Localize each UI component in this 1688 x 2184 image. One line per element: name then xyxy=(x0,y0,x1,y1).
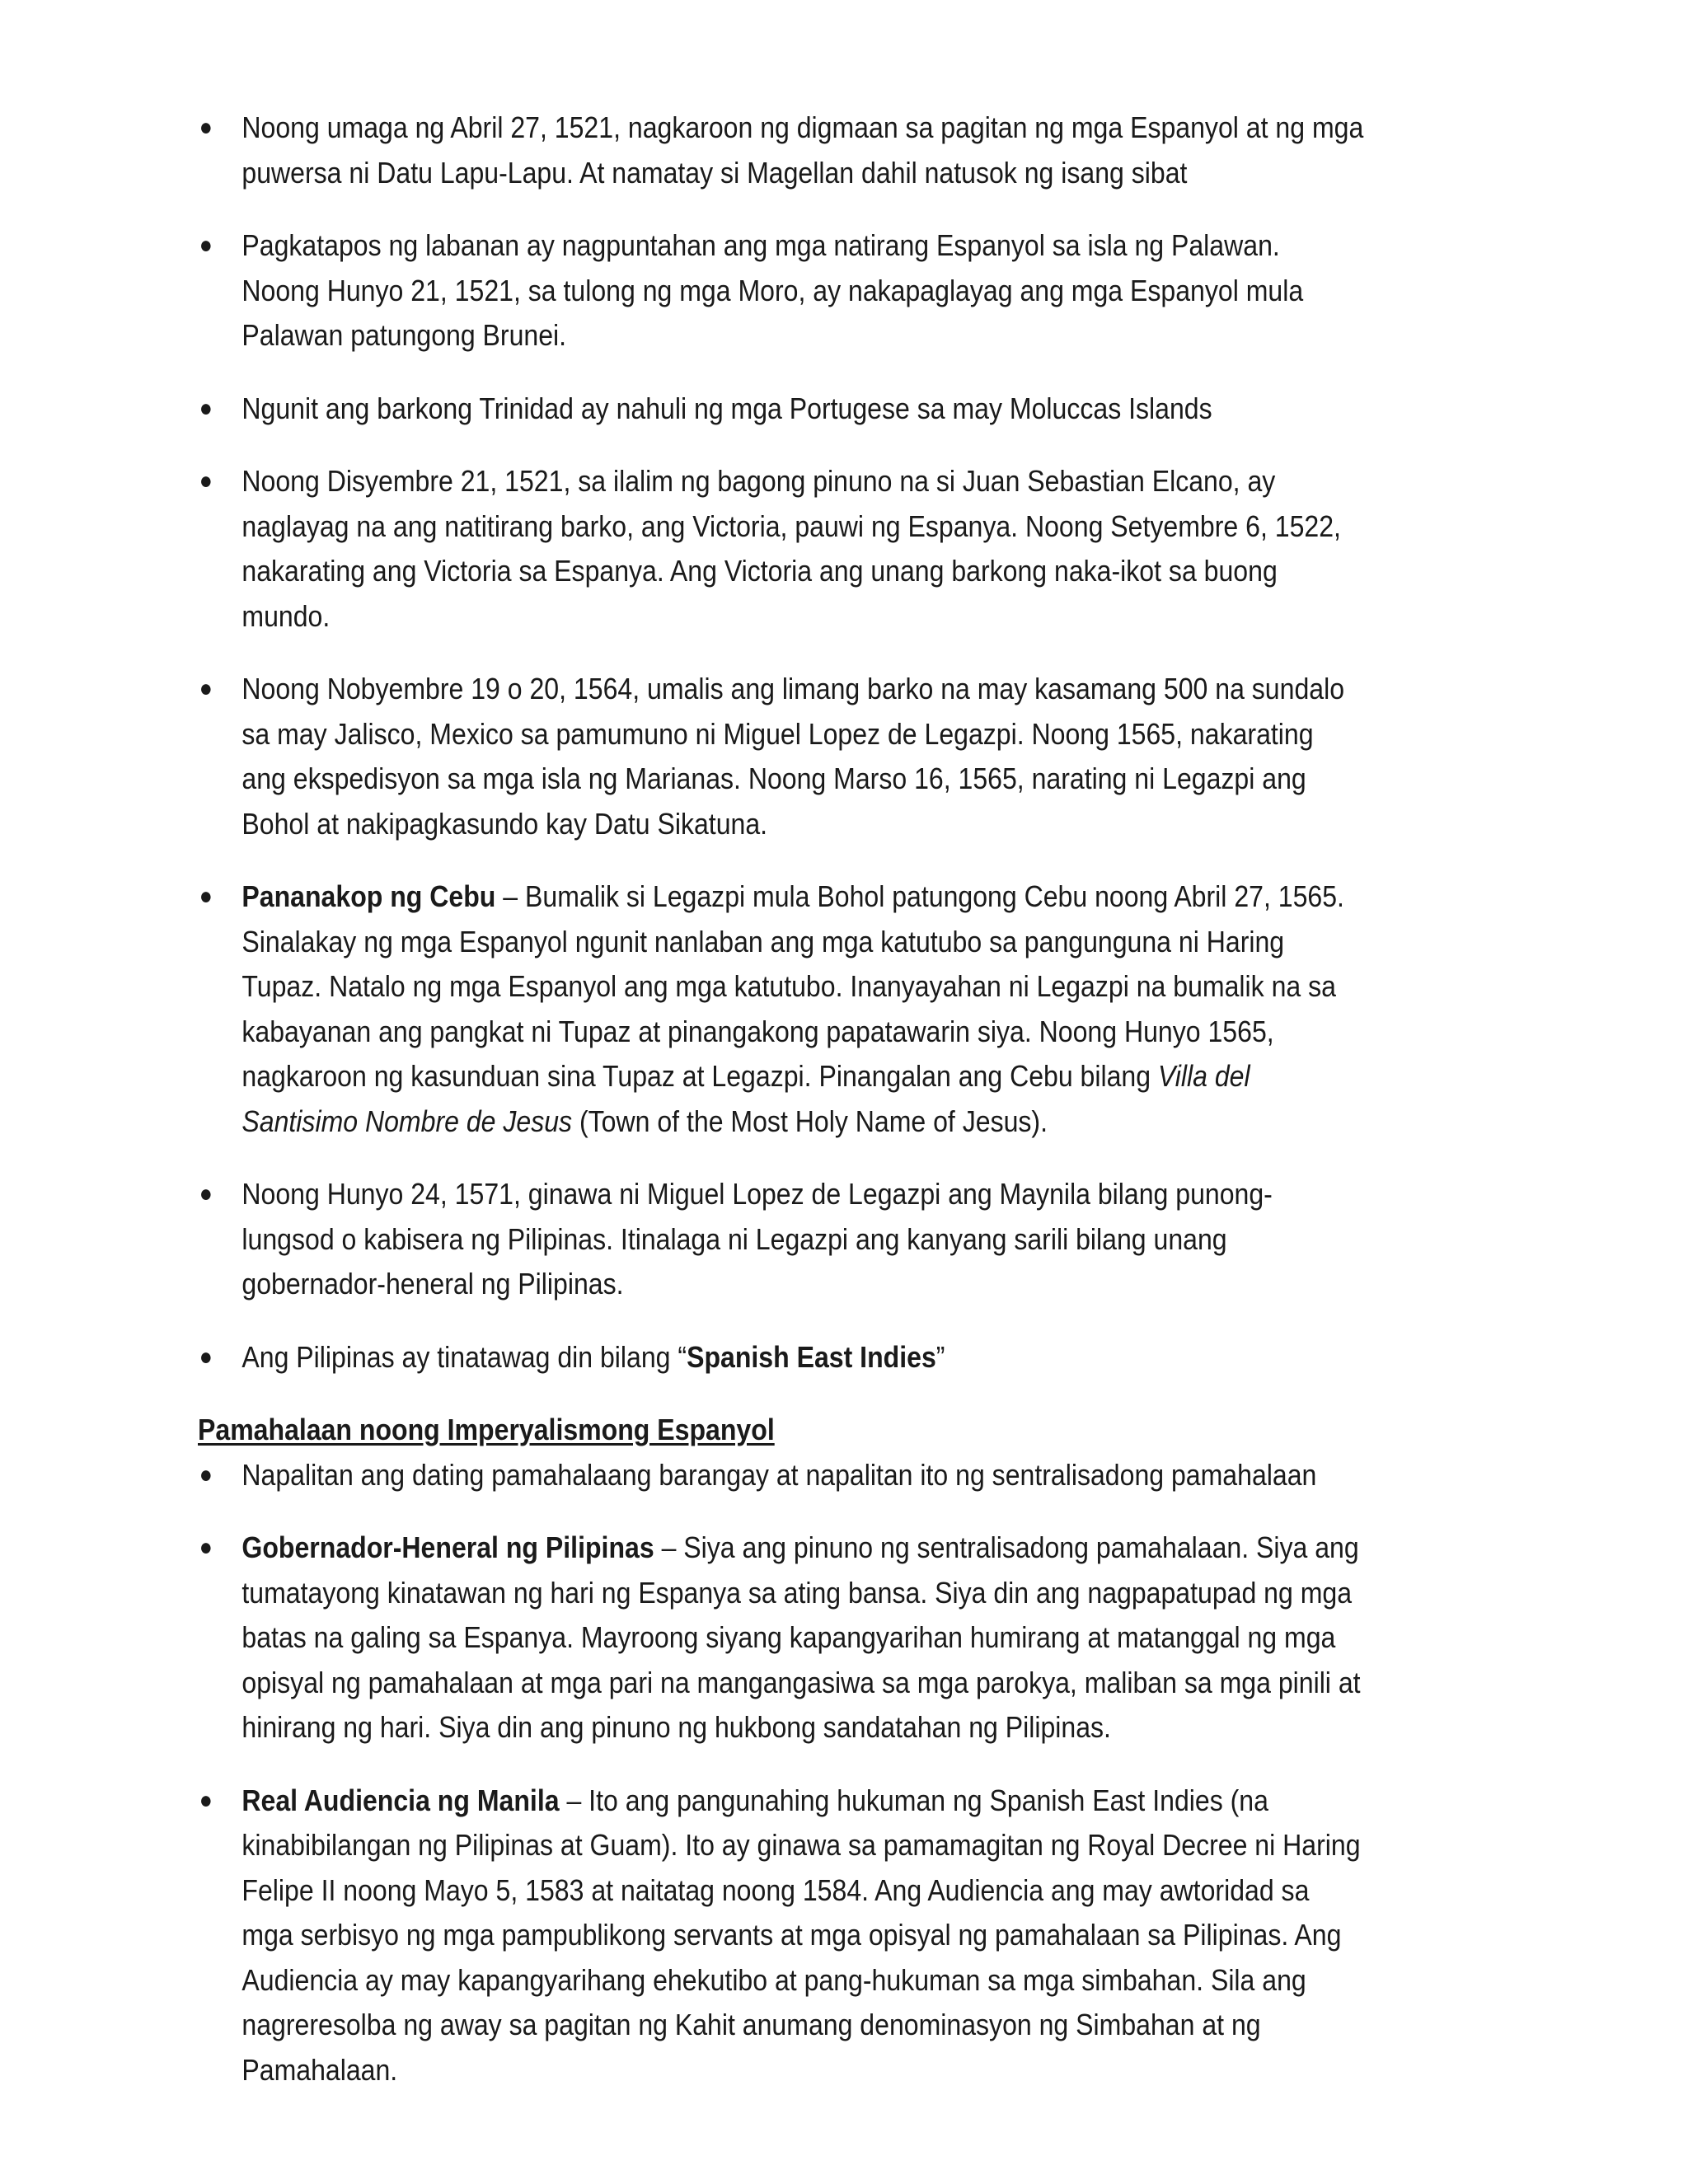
bullet-icon: ● xyxy=(199,1534,213,1561)
list-item-text: Noong Disyembre 21, 1521, sa ilalim ng bagong pinuno na si Juan Sebastian Elcano, ay naglayag na ang natitirang barko, ang Victoria, pauwi ng Espanya. Noong Setyembre 6, 1522, nakarating ang Victoria sa Espanya. Ang Victoria ang unang barkong naka-ikot sa buong mundo. xyxy=(241,464,1341,633)
list-item-text: Pagkatapos ng labanan ay nagpuntahan ang mga natirang Espanyol sa isla ng Palawan. Noong Hunyo 21, 1521, sa tulong ng mga Moro, ay nakapaglayag ang mga Espanyol mula Palawan patungong Brunei. xyxy=(241,228,1304,352)
government-bullet-list xyxy=(198,1453,1364,2093)
list-item-text: Napalitan ang dating pamahalaang barangay at napalitan ito ng sentralisadong pamahalaan xyxy=(241,1457,1317,1492)
term-description: – Ito ang pangunahing hukuman ng Spanish East Indies (na kinabibilangan ng Pilipinas at Guam). Ito ay ginawa sa pamamagitan ng Royal Decree ni Haring Felipe II noong Mayo 5, 1583 at naitatag noong 1584. Ang Audiencia ang may awtoridad sa mga serbisyo ng mga pampublikong servants at mga opisyal ng pamahalaan sa Pilipinas. Ang Audiencia ay may kapangyarihang ehekutibo at pang-hukuman sa mga simbahan. Sila ang nagreresolba ng away sa pagitan ng Kahit anumang denominasyon ng Simbahan at ng Pamahalaan. xyxy=(241,1783,1361,2087)
history-bullet-list xyxy=(198,105,1364,1380)
list-item-text xyxy=(241,1340,945,1374)
list-item xyxy=(198,105,1364,195)
bullet-icon: ● xyxy=(199,1343,213,1371)
list-item-text xyxy=(241,1530,1360,1744)
list-item-text: Noong umaga ng Abril 27, 1521, nagkaroon ng digmaan sa pagitan ng mga Espanyol at ng mga puwersa ni Datu Lapu-Lapu. At namatay si Magellan dahil natusok ng isang sibat xyxy=(241,110,1364,190)
bullet-icon: ● xyxy=(199,114,213,141)
list-item xyxy=(198,1172,1364,1307)
list-item-text xyxy=(241,879,1344,1138)
list-item-text: Noong Nobyembre 19 o 20, 1564, umalis ang limang barko na may kasamang 500 na sundalo sa may Jalisco, Mexico sa pamumuno ni Miguel Lopez de Legazpi. Noong 1565, nakarating ang ekspedisyon sa mga isla ng Marianas. Noong Marso 16, 1565, narating ni Legazpi ang Bohol at nakipagkasundo kay Datu Sikatuna. xyxy=(241,672,1345,841)
list-item-text: Ngunit ang barkong Trinidad ay nahuli ng mga Portugese sa may Moluccas Islands xyxy=(241,391,1212,425)
list-item-text xyxy=(241,1783,1360,2087)
list-item-gobernador-heneral xyxy=(198,1526,1364,1750)
document-body xyxy=(198,105,1364,2121)
list-item-spanish-east-indies xyxy=(198,1335,1364,1380)
bullet-icon: ● xyxy=(199,675,213,702)
list-item xyxy=(198,1453,1364,1498)
section-heading: Pamahalaan noong Imperyalismong Espanyol xyxy=(198,1413,775,1446)
list-item-real-audiencia xyxy=(198,1779,1364,2093)
list-item-text-start: Ang Pilipinas ay tinatawag din bilang “ xyxy=(241,1339,687,1374)
bullet-icon: ● xyxy=(199,1786,213,1814)
bullet-icon: ● xyxy=(199,394,213,422)
term-description-end: (Town of the Most Holy Name of Jesus). xyxy=(572,1104,1048,1138)
term-italic: Villa del Santisimo Nombre de Jesus xyxy=(241,1059,1250,1138)
term-bold: Spanish East Indies xyxy=(687,1339,936,1374)
list-item-cebu xyxy=(198,874,1364,1144)
list-item xyxy=(198,667,1364,846)
list-item xyxy=(198,459,1364,639)
list-item xyxy=(198,223,1364,359)
term-bold: Real Audiencia ng Manila xyxy=(241,1783,560,1817)
list-item xyxy=(198,387,1364,432)
list-item-text-end: ” xyxy=(935,1339,945,1374)
term-description: – Bumalik si Legazpi mula Bohol patungong Cebu noong Abril 27, 1565. Sinalakay ng mga Espanyol ngunit nanlaban ang mga katutubo sa pangunguna ni Haring Tupaz. Natalo ng mga Espanyol ang mga katutubo. Inanyayahan ni Legazpi na bumalik na sa kabayanan ang pangkat ni Tupaz at pinangakong papatawarin siya. Noong Hunyo 1565, nagkaroon ng kasunduan sina Tupaz at Legazpi. Pinangalan ang Cebu bilang xyxy=(241,879,1344,1093)
bullet-icon: ● xyxy=(199,1180,213,1207)
term-bold: Gobernador-Heneral ng Pilipinas xyxy=(241,1530,654,1564)
bullet-icon: ● xyxy=(199,232,213,259)
term-bold: Pananakop ng Cebu xyxy=(241,879,496,913)
bullet-icon: ● xyxy=(199,883,213,910)
bullet-icon: ● xyxy=(199,467,213,494)
list-item-text: Noong Hunyo 24, 1571, ginawa ni Miguel Lopez de Legazpi ang Maynila bilang punong-lungsod o kabisera ng Pilipinas. Itinalaga ni Legazpi ang kanyang sarili bilang unang gobernador-heneral ng Pilipinas. xyxy=(241,1177,1273,1301)
bullet-icon: ● xyxy=(199,1460,213,1488)
term-description: – Siya ang pinuno ng sentralisadong pamahalaan. Siya ang tumatayong kinatawan ng hari ng Espanya sa ating bansa. Siya din ang nagpapatupad ng mga batas na galing sa Espanya. Mayroong siyang kapangyarihan humirang at matanggal ng mga opisyal ng pamahalaan at mga pari na mangangasiwa sa mga parokya, maliban sa mga pinili at hinirang ng hari. Siya din ang pinuno ng hukbong sandatahan ng Pilipinas. xyxy=(241,1530,1361,1744)
